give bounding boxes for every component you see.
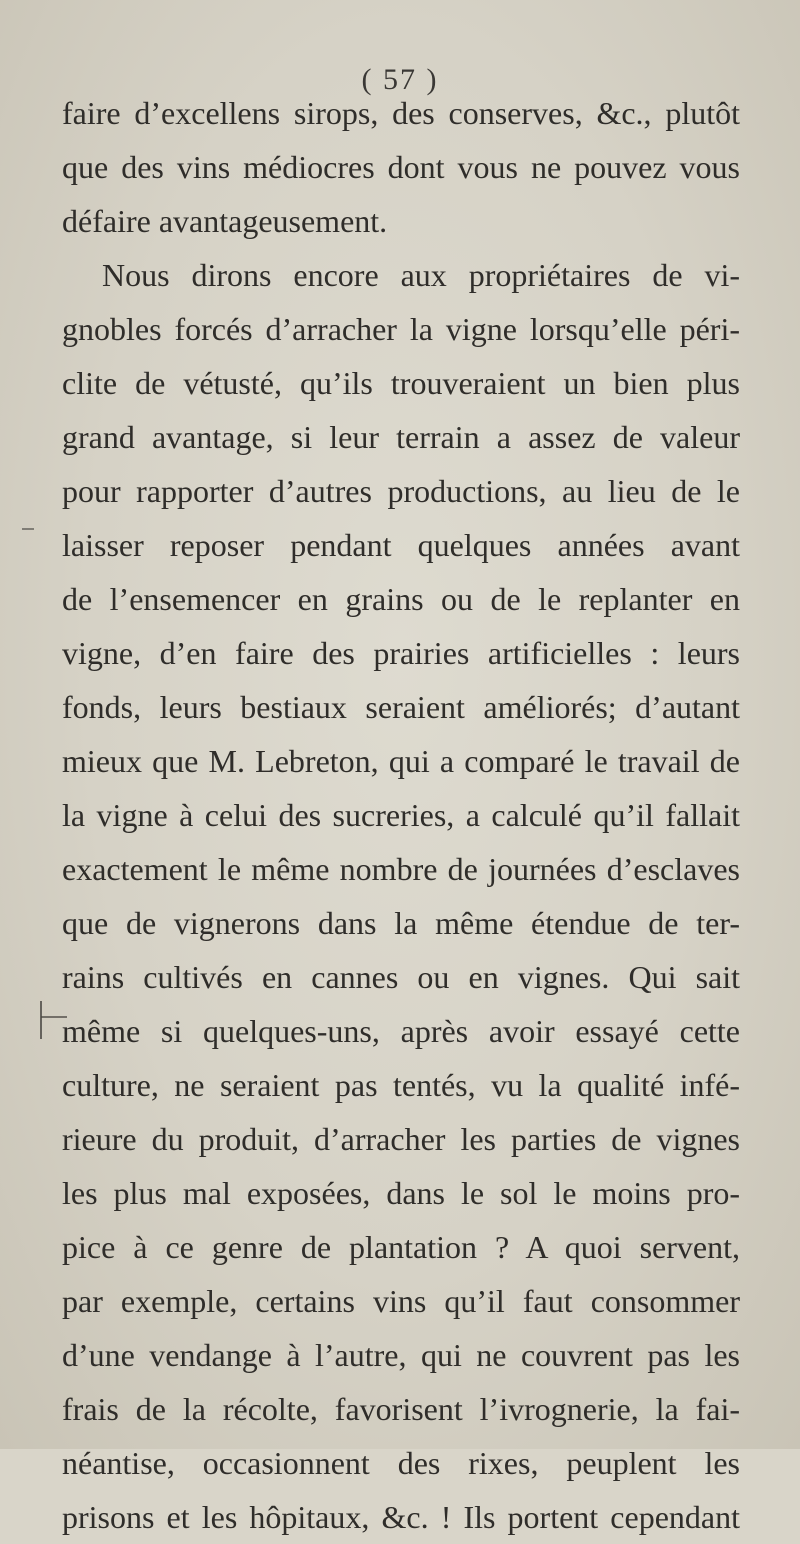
text-line: laisser reposer pendant quelques années avant (62, 527, 740, 563)
text-line: vigne, d’en faire des prairies artificielles : leurs (62, 635, 740, 671)
text-line: que de vignerons dans la même étendue de ter- (62, 905, 740, 941)
text-line: même si quelques-uns, après avoir essayé cette (62, 1013, 740, 1049)
text-line: par exemple, certains vins qu’il faut consommer (62, 1283, 740, 1319)
text-line: pice à ce genre de plantation ? A quoi servent, (62, 1229, 740, 1265)
text-line: culture, ne seraient pas tentés, vu la qualité infé- (62, 1067, 740, 1103)
text-line: néantise, occasionnent des rixes, peuplent les (62, 1445, 740, 1481)
text-line: que des vins médiocres dont vous ne pouvez vous (62, 149, 740, 185)
margin-mark (22, 528, 34, 530)
text-line: gnobles forcés d’arracher la vigne lorsqu’elle péri- (62, 311, 740, 347)
text-line: la vigne à celui des sucreries, a calculé qu’il fallait (62, 797, 740, 833)
text-line: prisons et les hôpitaux, &c. ! Ils portent cependant (62, 1499, 740, 1535)
text-line: rains cultivés en cannes ou en vignes. Qui sait (62, 959, 740, 995)
text-line: grand avantage, si leur terrain a assez de valeur (62, 419, 740, 455)
text-line: faire d’excellens sirops, des conserves, &c., plutôt (62, 95, 740, 131)
body-text (62, 86, 740, 1544)
margin-bracket (40, 1001, 42, 1039)
text-line: d’une vendange à l’autre, qui ne couvrent pas les (62, 1337, 740, 1373)
text-line: fonds, leurs bestiaux seraient améliorés; d’autant (62, 689, 740, 725)
text-line: clite de vétusté, qu’ils trouveraient un bien plus (62, 365, 740, 401)
text-line: rieure du produit, d’arracher les parties de vignes (62, 1121, 740, 1157)
text-line: pour rapporter d’autres productions, au lieu de le (62, 473, 740, 509)
text-line: frais de la récolte, favorisent l’ivrognerie, la fai- (62, 1391, 740, 1427)
text-line: les plus mal exposées, dans le sol le moins pro- (62, 1175, 740, 1211)
text-line: Nous dirons encore aux propriétaires de vi- (102, 257, 740, 293)
text-line: mieux que M. Lebreton, qui a comparé le travail de (62, 743, 740, 779)
page-number: ( 57 ) (361, 63, 439, 96)
text-line: de l’ensemencer en grains ou de le replanter en (62, 581, 740, 617)
text-line: défaire avantageusement. (62, 203, 388, 239)
text-line: exactement le même nombre de journées d’esclaves (62, 851, 740, 887)
